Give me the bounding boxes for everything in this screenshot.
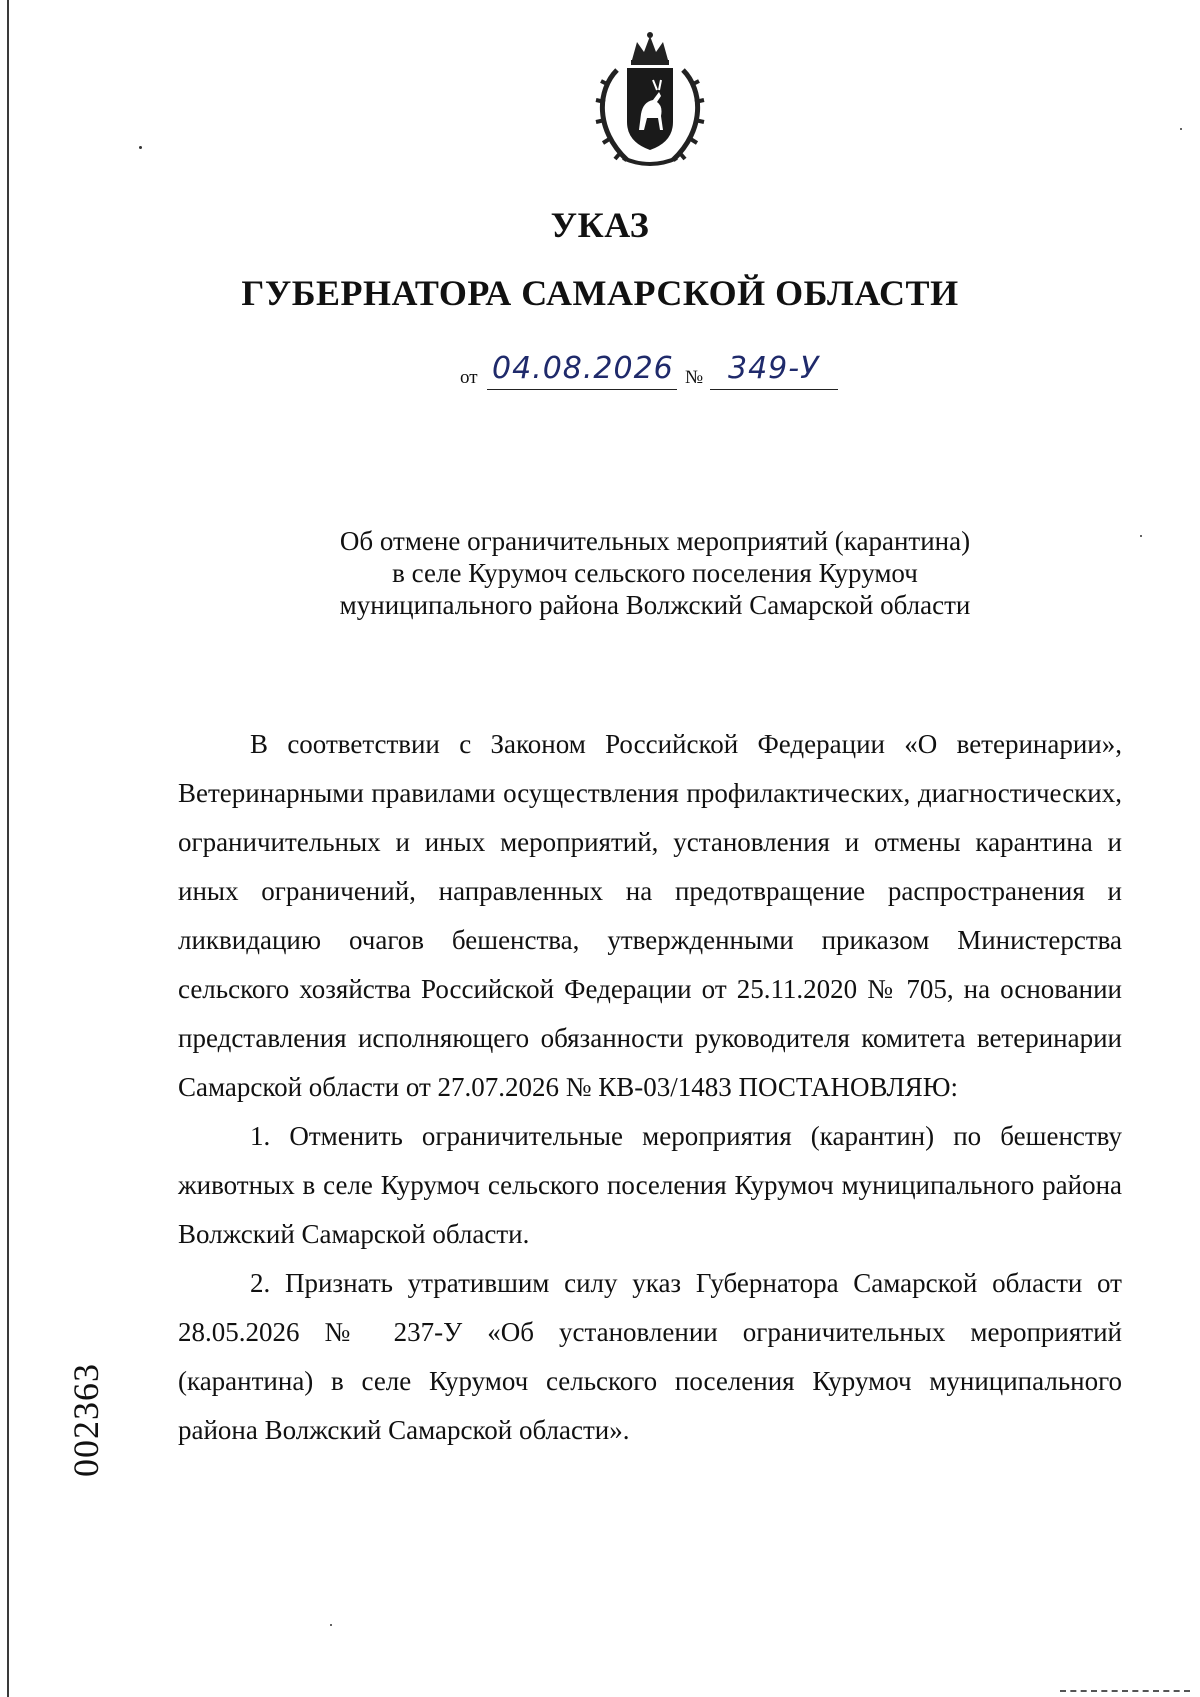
- coat-of-arms-icon: [587, 30, 713, 170]
- side-serial-number: 002363: [66, 1363, 106, 1477]
- subject-line: в селе Курумоч сельского поселения Курумоч: [392, 558, 918, 588]
- body-paragraph-item-1: 1. Отменить ограничительные мероприятия (карантин) по бешенству животных в селе Курумоч сельского поселения Курумоч муниципального района Волжский Самарской области.: [178, 1121, 1122, 1249]
- number-underline: [710, 389, 838, 390]
- scan-edge-line: [7, 0, 9, 1697]
- subject-line: Об отмене ограничительных мероприятий (карантина): [339, 526, 971, 556]
- scan-speck: [139, 146, 142, 149]
- scan-speck: [1180, 128, 1182, 130]
- date-underline: [487, 389, 677, 390]
- scan-speck: [330, 1624, 332, 1626]
- date-number-line: [460, 351, 860, 395]
- issuer-title: ГУБЕРНАТОРА САМАРСКОЙ ОБЛАСТИ: [241, 273, 959, 313]
- date-prefix: от: [460, 367, 478, 388]
- scan-speck: [1140, 535, 1142, 537]
- decree-body: [178, 720, 1122, 1455]
- body-paragraph-preamble: В соответствии с Законом Российской Федерации «О ветеринарии», Ветеринарными правилами осуществления профилактических, диагностических, ограничительных и иных мероприятий, установления и отмены карантина и иных ограничений, направленных на предотвращение распространения и ликвидацию очагов бешенства, утвержденными приказом Министерства сельского хозяйства Российской Федерации от 25.11.2020 № 705, на основании представления исполняющего обязанности руководителя комитета ветеринарии Самарской области от 27.07.2026 № КВ-03/1483 ПОСТАНОВЛЯЮ:: [178, 729, 1122, 1102]
- subject-line: муниципального района Волжский Самарской области: [339, 590, 971, 620]
- body-paragraph-item-2: 2. Признать утратившим силу указ Губернатора Самарской области от 28.05.2026 № 237-У «Об установлении ограничительных мероприятий (карантина) в селе Курумоч сельского поселения Курумоч муниципального района Волжский Самарской области».: [178, 1268, 1122, 1445]
- decree-subject: [200, 525, 1110, 621]
- number-prefix: №: [685, 367, 704, 388]
- handwritten-number: 349-У: [728, 351, 820, 386]
- document-title: УКАЗ: [550, 205, 650, 245]
- handwritten-date: 04.08.2026: [492, 351, 674, 386]
- scan-edge-dash: [1060, 1690, 1190, 1692]
